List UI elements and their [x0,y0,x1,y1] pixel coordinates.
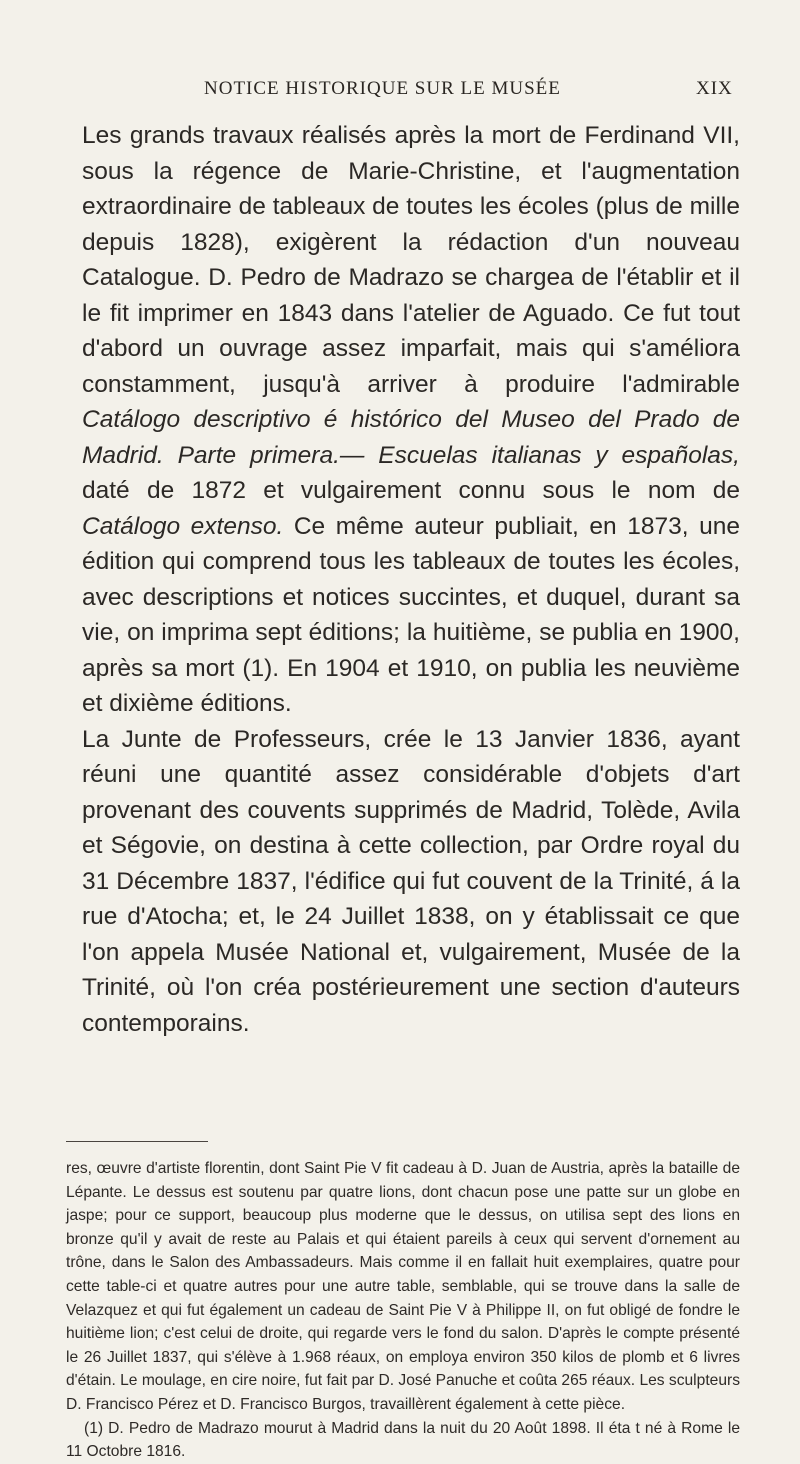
footnote-1: (1) D. Pedro de Madrazo mourut à Madrid dans la nuit du 20 Août 1898. Il éta t né à Rome le 11 Octobre 1816. [66,1419,740,1461]
footnote-continuation: res, œuvre d'artiste florentin, dont Saint Pie V fit cadeau à D. Juan de Austria, après la bataille de Lépante. Le dessus est soutenu par quatre lions, dont chacun pose une patte sur un globe en jaspe; pour ce support, beaucoup plus moderne que le dessus, on utilisa sept des lions en bronze qu'il y avait de reste au Palais et qui étaient pareils à ceux qui servent d'ornement au trône, dans le Salon des Ambassadeurs. Mais comme il en fallait huit exemplaires, quatre pour cette table-ci et quatre autres pour une autre table, semblable, qui se trouve dans la salle de Velazquez et qui fut également un cadeau de Saint Pie V à Philippe II, on fut obligé de fondre le huitième lion; c'est celui de droite, qui regarde vers le fond du salon. D'après le compte présenté le 26 Juillet 1837, qui s'élève à 1.968 réaux, on employa environ 350 kilos de plomb et 6 livres d'étain. Le moulage, en cire noire, fut fait par D. José Panuche et coûta 265 réaux. Les sculpteurs D. Francisco Pérez et D. Francisco Burgos, travaillèrent également à cette pièce. [66,1160,740,1413]
footnote-rule [66,1141,208,1142]
catalogue-title-italic: Catálogo descriptivo é histórico del Museo del Prado de Madrid. Parte primera.— Escuelas italianas y españolas, [82,406,740,469]
footnotes [66,1157,740,1464]
paragraph-catalogue-text-a: Les grands travaux réalisés après la mort de Ferdinand VII, sous la régence de Marie-Christine, et l'augmentation extraordinaire de tableaux de toutes les écoles (plus de mille depuis 1828), exigèrent la rédaction d'un nouveau Catalogue. D. Pedro de Madrazo se chargea de l'établir et il le fit imprimer en 1843 dans l'atelier de Aguado. Ce fut tout d'abord un ouvrage assez imparfait, mais qui s'améliora constamment, jusqu'à arriver à produire l'admirable [82,122,740,398]
paragraph-catalogue [66,118,740,722]
paragraph-junte: La Junte de Professeurs, crée le 13 Janvier 1836, ayant réuni une quantité assez considérable d'objets d'art provenant des couvents supprimés de Madrid, Tolède, Avila et Ségovie, on destina à cette collection, par Ordre royal du 31 Décembre 1837, l'édifice qui fut couvent de la Trinité, á la rue d'Atocha; et, le 24 Juillet 1838, on y établissait ce que l'on appela Musée National et, vulgairement, Musée de la Trinité, où l'on créa postérieurement une section d'auteurs contemporains. [82,725,740,1037]
page-folio: XIX [696,78,733,99]
running-title: NOTICE HISTORIQUE SUR LE MUSÉE [204,78,561,99]
main-text [66,118,740,1041]
paragraph-catalogue-text-c: Ce même auteur publiait, en 1873, une édition qui comprend tous les tableaux de toutes les écoles, avec descriptions et notices succintes, et duquel, durant sa vie, on imprima sept éditions; la huitième, se publia en 1900, après sa mort (1). En 1904 et 1910, on publia les neuvième et dixième éditions. [82,512,741,717]
paragraph-catalogue-text-b: daté de 1872 et vulgairement connu sous le nom de [82,477,740,504]
catalogue-short-title-italic: Catálogo extenso. [82,512,284,540]
